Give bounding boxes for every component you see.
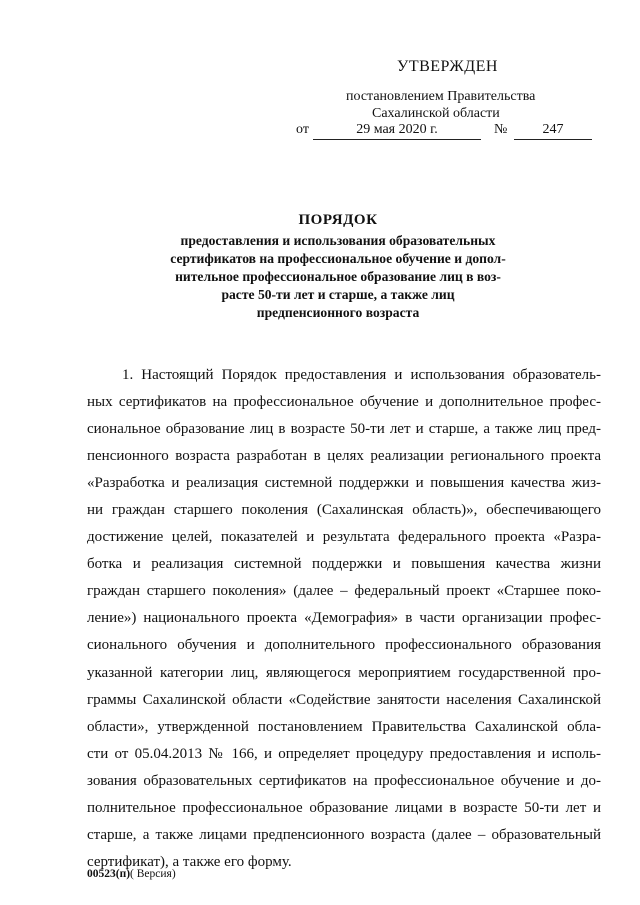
paragraph-line: 1. Настоящий Порядок предоставления и использования образователь-: [122, 367, 601, 383]
approval-line-1: постановлением Правительства: [346, 89, 536, 104]
paragraph-line: ных сертификатов на профессиональное обучение и дополнительное профес-: [87, 394, 601, 411]
document-footer-code: [87, 868, 176, 880]
number-label: №: [494, 122, 508, 137]
subtitle-line: предпенсионного возраста: [256, 305, 420, 320]
approval-line-2: Сахалинской области: [372, 106, 500, 121]
paragraph-line: области», утвержденной постановлением Правительства Сахалинской обла-: [87, 718, 601, 735]
paragraph-line: граммы Сахалинской области «Содействие занятости населения Сахалинской: [87, 691, 601, 708]
subtitle-line: сертификатов на профессиональное обучение и допол-: [170, 251, 506, 266]
from-label: от: [296, 122, 309, 137]
footer-version: ( Версия): [130, 868, 176, 880]
document-subtitle: [138, 232, 538, 322]
approval-date-number-line: [296, 122, 596, 142]
paragraph-line: ление») национального проекта «Демография» в части организации профес-: [87, 610, 601, 627]
paragraph-1: [87, 362, 601, 876]
subtitle-line: предоставления и использования образовательных: [180, 233, 496, 248]
paragraph-line: сионального обучения и дополнительного профессионального образования: [87, 637, 601, 654]
paragraph-line: полнительное профессиональное образование лицами в возрасте 50-ти лет и: [87, 799, 601, 816]
paragraph-line: сти от 05.04.2013 № 166, и определяет процедуру предоставления и исполь-: [87, 745, 601, 762]
document-title: ПОРЯДОК: [298, 212, 378, 228]
footer-code: 00523(п): [87, 868, 131, 880]
subtitle-line: нительное профессиональное образование лиц в воз-: [175, 269, 501, 284]
paragraph-line: старше, а также лицами предпенсионного возраста (далее – образовательный: [87, 826, 601, 843]
paragraph-line: пенсионного возраста разработан в целях реализации регионального проекта: [87, 448, 601, 465]
paragraph-line: сертификат), а также его форму.: [87, 853, 292, 870]
paragraph-line: ни граждан старшего поколения (Сахалинская область)», обеспечивающего: [87, 502, 601, 519]
paragraph-line: указанной категории лиц, являющегося мероприятием государственной про-: [87, 664, 601, 681]
approval-date: 29 мая 2020 г.: [313, 122, 481, 140]
paragraph-line: зования образовательных сертификатов на профессиональное обучение и до-: [87, 772, 601, 789]
paragraph-line: достижение целей, показателей и результата федерального проекта «Разра-: [87, 529, 601, 546]
paragraph-line: сиональное образование лиц в возрасте 50-ти лет и старше, а также лиц пред-: [87, 421, 601, 438]
approval-number: 247: [514, 122, 592, 140]
paragraph-line: граждан старшего поколения» (далее – федеральный проект «Старшее поко-: [87, 583, 601, 600]
paragraph-line: ботка и реализация системной поддержки и повышения качества жизни: [87, 556, 601, 573]
paragraph-line: «Разработка и реализация системной поддержки и повышения качества жиз-: [87, 475, 601, 492]
approval-title: УТВЕРЖДЕН: [397, 58, 498, 75]
subtitle-line: расте 50-ти лет и старше, а также лиц: [221, 287, 455, 302]
